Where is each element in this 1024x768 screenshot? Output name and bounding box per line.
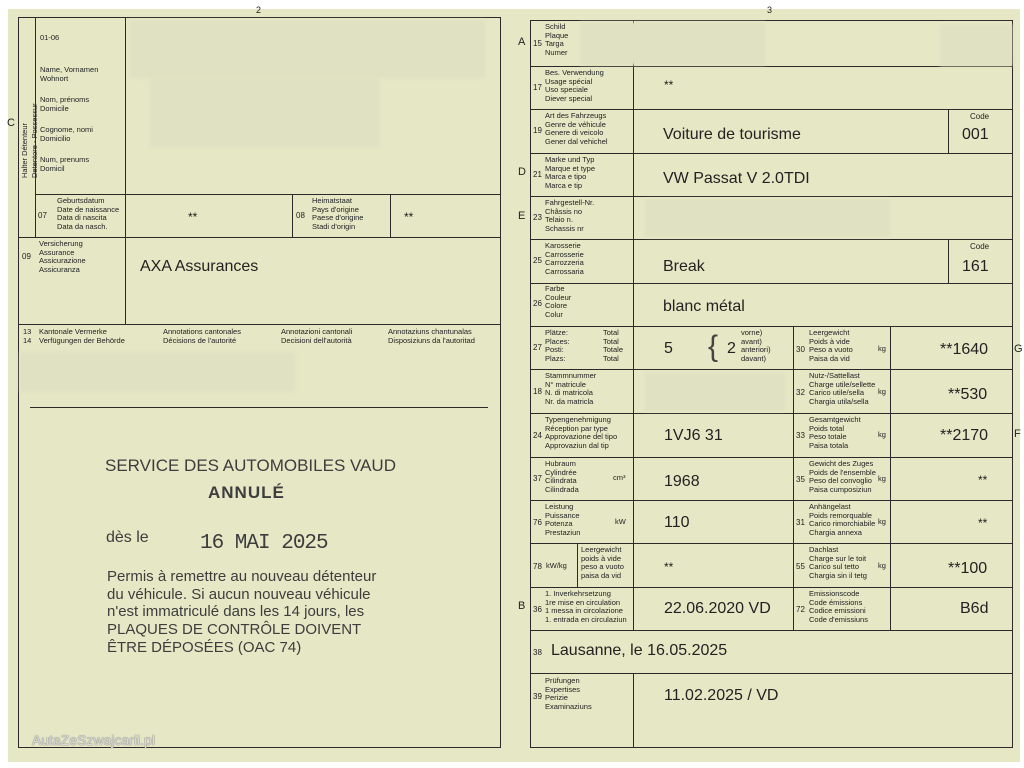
seats-total-label: Total Total Totale Total — [603, 328, 624, 363]
seats-front-value: 2 — [727, 340, 736, 357]
inspection-value: 11.02.2025 / VD — [664, 687, 779, 704]
total-weight-unit: kg — [878, 430, 886, 439]
holder-cognome-label: Cognome, nomi Domicilio — [40, 125, 93, 143]
total-weight-label: Gesamtgewicht Poids total Peso totale Paisa totala — [809, 415, 861, 450]
inspection-label: Prüfungen Expertises Perizie Examinaziuns — [545, 676, 592, 711]
issued-value: Lausanne, le 16.05.2025 — [551, 642, 728, 659]
stamp-body-1: Permis à remettre au nouveau détenteur — [107, 568, 377, 585]
empty-weight-label: Leergewicht Poids à vide Peso a vuoto Paisa da vid — [809, 328, 853, 363]
stamp-line-1: SERVICE DES AUTOMOBILES VAUD — [105, 456, 396, 475]
redacted-cantonal-note — [20, 352, 295, 392]
body-code-header: Code — [970, 242, 990, 251]
kind-code: 001 — [962, 126, 989, 143]
body-num: 25 — [533, 256, 542, 265]
redacted-plate-2 — [940, 24, 1012, 66]
origin-num: 08 — [296, 211, 305, 220]
ratio-label: kW/kg — [546, 561, 567, 570]
emission-label: Emissionscode Code émissions Codice emissioni Code d'emissiuns — [809, 589, 868, 624]
combo-weight-value: ** — [978, 473, 988, 487]
cantonal-num-13: 13 — [23, 327, 32, 336]
first-reg-num: 36 — [533, 605, 542, 614]
payload-value: **530 — [948, 386, 988, 403]
stamp-body-5: ÊTRE DÉPOSÉES (OAC 74) — [107, 639, 302, 656]
redacted-plate — [580, 22, 765, 65]
cantonal-col-de: Kantonale Vermerke Verfügungen der Behörde — [39, 327, 125, 345]
redacted-matricule — [645, 373, 785, 411]
seats-value: 5 — [664, 340, 673, 357]
combo-weight-num: 35 — [796, 475, 805, 484]
make-value: VW Passat V 2.0TDI — [663, 170, 810, 187]
roof-num: 55 — [796, 562, 805, 571]
emission-num: 72 — [796, 605, 805, 614]
first-reg-value: 22.06.2020 VD — [664, 600, 771, 617]
insurance-label: Versicherung Assurance Assicurazione Assicuranza — [39, 239, 86, 274]
cantonal-col-it: Annotazioni cantonali Decisioni dell'autorità — [281, 327, 353, 345]
insurance-num: 09 — [22, 252, 31, 261]
empty-weight-unit: kg — [878, 344, 886, 353]
kind-num: 19 — [533, 126, 542, 135]
insurance-value: AXA Assurances — [140, 258, 259, 275]
section-letter-b: B — [518, 600, 526, 612]
holder-num-label: Num, prenums Domicil — [40, 155, 90, 173]
power-num: 76 — [533, 518, 542, 527]
ratio-sub-label: Leergewicht poids à vide peso a vuoto paisa da vid — [581, 545, 624, 580]
holder-vertical-label-2: Detentore - Possessur — [30, 103, 39, 178]
plate-label: Schild Plaque Targa Numer — [545, 22, 569, 57]
usage-value: ** — [664, 78, 674, 92]
make-label: Marke und Typ Marque et type Marca e tipo Marca e tip — [545, 155, 596, 190]
cantonal-num-14: 14 — [23, 336, 32, 345]
emission-value: B6d — [960, 600, 989, 617]
power-label: Leistung Puissance Potenza Prestaziun — [545, 502, 581, 537]
color-label: Farbe Couleur Colore Colur — [545, 284, 572, 319]
displacement-num: 37 — [533, 474, 542, 483]
combo-weight-label: Gewicht des Zuges Poids de l'ensemble Peso del convoglio Paisa cumposiziun — [809, 459, 876, 494]
redacted-chassis — [645, 199, 890, 237]
ratio-num: 78 — [533, 562, 542, 571]
empty-weight-value: **1640 — [940, 341, 989, 358]
stamp-body-2: du véhicule. Si aucun nouveau véhicule — [107, 586, 371, 603]
usage-label: Bes. Verwendung Usage spécial Uso speciale Diever special — [545, 68, 604, 103]
birth-num: 07 — [38, 211, 47, 220]
redacted-holder-name — [130, 20, 485, 78]
stamp-cancelled: ANNULÉ — [208, 483, 285, 502]
body-label: Karosserie Carrosserie Carrozzeria Carrossaria — [545, 241, 584, 276]
stamp-des-le: dès le — [106, 529, 149, 546]
roof-value: **100 — [948, 560, 988, 577]
combo-weight-unit: kg — [878, 474, 886, 483]
stamp-date: 16 MAI 2025 — [200, 532, 328, 555]
trailer-num: 31 — [796, 518, 805, 527]
roof-unit: kg — [878, 561, 886, 570]
displacement-label: Hubraum Cylindrée Cilindrata Cilindrada — [545, 459, 579, 494]
body-code: 161 — [962, 258, 989, 275]
approval-num: 24 — [533, 431, 542, 440]
color-value: blanc métal — [663, 298, 745, 315]
holder-name-label: Name, Vornamen Wohnort — [40, 65, 99, 83]
approval-value: 1VJ6 31 — [664, 427, 723, 444]
birth-label: Geburtsdatum Date de naissance Data di nascita Data da nasch. — [57, 196, 120, 231]
matricule-label: Stammnummer N° matricule N. di matricola Nr. da matricla — [545, 371, 597, 406]
power-unit: kW — [615, 517, 626, 526]
section-letter-f: F — [1014, 428, 1021, 440]
stamp-body-3: n'est immatriculé dans les 14 jours, les — [107, 603, 365, 620]
ratio-value: ** — [664, 560, 674, 574]
color-num: 26 — [533, 299, 542, 308]
usage-num: 17 — [533, 83, 542, 92]
empty-weight-num: 30 — [796, 345, 805, 354]
cantonal-col-fr: Annotations cantonales Décisions de l'autorité — [163, 327, 241, 345]
payload-unit: kg — [878, 387, 886, 396]
section-letter-g: G — [1014, 343, 1023, 355]
holder-vertical-label: Halter Détenteur — [20, 122, 29, 178]
seats-brace: { — [708, 330, 719, 363]
total-weight-num: 33 — [796, 431, 805, 440]
trailer-value: ** — [978, 516, 988, 530]
payload-num: 32 — [796, 388, 805, 397]
redacted-holder-address — [150, 78, 380, 148]
page-number-left: 2 — [256, 5, 262, 15]
cantonal-col-rm: Annotaziuns chantunalas Disposiziuns da l'autoritad — [388, 327, 475, 345]
kind-code-header: Code — [970, 112, 990, 121]
birth-value: ** — [188, 210, 198, 224]
make-num: 21 — [533, 170, 542, 179]
issued-num: 38 — [533, 648, 542, 657]
origin-value: ** — [404, 210, 414, 224]
kind-label: Art des Fahrzeugs Genre de véhicule Genere di veicolo Gener dal vehichel — [545, 111, 608, 146]
body-value: Break — [663, 258, 705, 275]
stamp-body-4: PLAQUES DE CONTRÔLE DOIVENT — [107, 621, 362, 638]
seats-label: Plätze: Places: Posti: Plazs: — [545, 328, 570, 363]
section-letter-c: C — [7, 117, 15, 129]
matricule-num: 18 — [533, 387, 542, 396]
seats-front-label: vorne) avant) anteriori) davant) — [741, 328, 771, 363]
holder-nom-label: Nom, prénoms Domicile — [40, 95, 90, 113]
trailer-label: Anhängelast Poids remorquable Carico rimorchiabile Chargia annexa — [809, 502, 876, 537]
holder-field-num: 01-06 — [40, 33, 60, 42]
inspection-num: 39 — [533, 692, 542, 701]
section-letter-d: D — [518, 166, 526, 178]
payload-label: Nutz-/Sattellast Charge utile/sellette Carico utile/sella Chargia utila/sella — [809, 371, 876, 406]
plate-num: 15 — [533, 39, 542, 48]
origin-label: Heimatstaat Pays d'origine Paese d'origine Stadi d'origin — [312, 196, 364, 231]
chassis-num: 23 — [533, 213, 542, 222]
trailer-unit: kg — [878, 517, 886, 526]
watermark: AutaZeSzwajcarii.pl — [32, 732, 155, 748]
displacement-value: 1968 — [664, 473, 700, 490]
displacement-unit: cm³ — [613, 473, 626, 482]
seats-num: 27 — [533, 343, 542, 352]
kind-value: Voiture de tourisme — [663, 126, 801, 143]
page-number-right: 3 — [767, 5, 773, 15]
roof-label: Dachlast Charge sur le toit Carico sul tetto Chargia sin il tetg — [809, 545, 867, 580]
section-letter-a: A — [518, 36, 526, 48]
power-value: 110 — [664, 514, 690, 531]
first-reg-label: 1. Inverkehrsetzung 1re mise en circulation 1 messa in circolazione 1. entrada en circulaziun — [545, 589, 627, 624]
approval-label: Typengenehmigung Réception par type Approvazione del tipo Approvaziun dal tip — [545, 415, 618, 450]
section-letter-e: E — [518, 210, 526, 222]
total-weight-value: **2170 — [940, 427, 989, 444]
chassis-label: Fahrgestell-Nr. Châssis no Telaio n. Schassis nr — [545, 198, 595, 233]
